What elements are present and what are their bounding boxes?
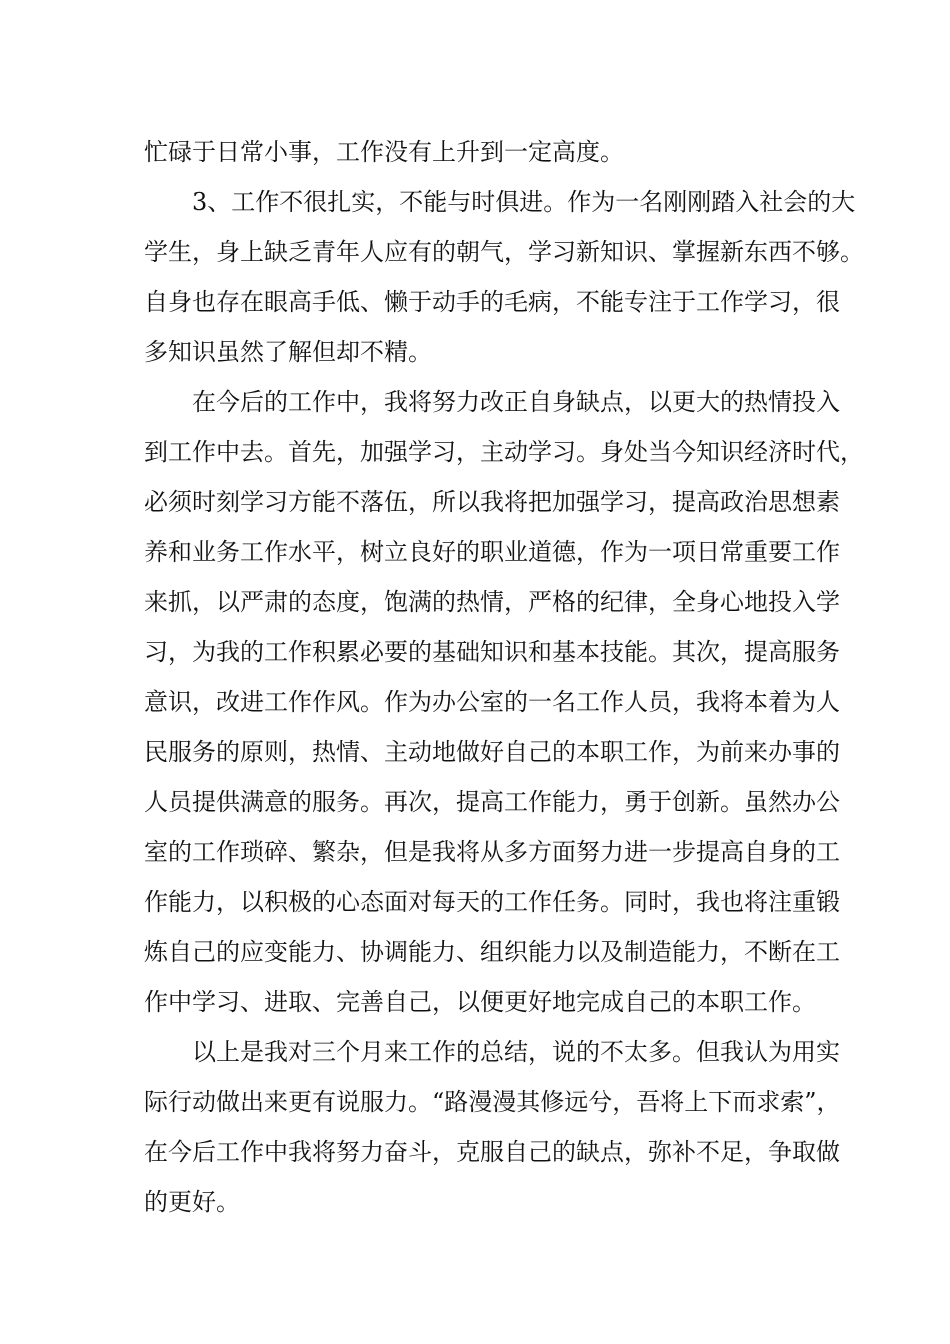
paragraph-line: 意识，改进工作作风。作为办公室的一名工作人员，我将本着为人 xyxy=(144,688,840,716)
paragraph-line: 作中学习、进取、完善自己，以便更好地完成自己的本职工作。 xyxy=(144,988,816,1016)
paragraph-line: 来抓，以严肃的态度，饱满的热情，严格的纪律，全身心地投入学 xyxy=(144,588,840,616)
paragraph-line: 际行动做出来更有说服力。“路漫漫其修远兮，吾将上下而求索”， xyxy=(144,1088,841,1116)
paragraph-line: 必须时刻学习方能不落伍，所以我将把加强学习，提高政治思想素 xyxy=(144,488,840,516)
paragraph-line: 的更好。 xyxy=(144,1188,240,1216)
paragraph-line: 在今后工作中我将努力奋斗，克服自己的缺点，弥补不足，争取做 xyxy=(144,1138,840,1166)
paragraph-line: 多知识虽然了解但却不精。 xyxy=(144,338,432,366)
paragraph-line: 人员提供满意的服务。再次，提高工作能力，勇于创新。虽然办公 xyxy=(144,788,840,816)
paragraph-line: 到工作中去。首先，加强学习，主动学习。身处当今知识经济时代， xyxy=(144,438,864,466)
paragraph-line: 忙碌于日常小事，工作没有上升到一定高度。 xyxy=(144,138,624,166)
paragraph-line: 习，为我的工作积累必要的基础知识和基本技能。其次，提高服务 xyxy=(144,638,840,666)
paragraph-line: 自身也存在眼高手低、懒于动手的毛病，不能专注于工作学习，很 xyxy=(144,288,840,316)
paragraph-line: 民服务的原则，热情、主动地做好自己的本职工作，为前来办事的 xyxy=(144,738,840,766)
paragraph-line: 在今后的工作中，我将努力改正自身缺点，以更大的热情投入 xyxy=(192,388,840,416)
paragraph-line: 养和业务工作水平，树立良好的职业道德，作为一项日常重要工作 xyxy=(144,538,840,566)
paragraph-line: 以上是我对三个月来工作的总结，说的不太多。但我认为用实 xyxy=(192,1038,840,1066)
paragraph-line: 炼自己的应变能力、协调能力、组织能力以及制造能力，不断在工 xyxy=(144,938,840,966)
document-body xyxy=(144,127,864,1227)
paragraph-line: 室的工作琐碎、繁杂，但是我将从多方面努力进一步提高自身的工 xyxy=(144,838,840,866)
paragraph-line: 3、工作不很扎实，不能与时俱进。作为一名刚刚踏入社会的大 xyxy=(192,188,856,216)
paragraph-line: 学生，身上缺乏青年人应有的朝气，学习新知识、掌握新东西不够。 xyxy=(144,238,864,266)
paragraph-line: 作能力，以积极的心态面对每天的工作任务。同时，我也将注重锻 xyxy=(144,888,840,916)
